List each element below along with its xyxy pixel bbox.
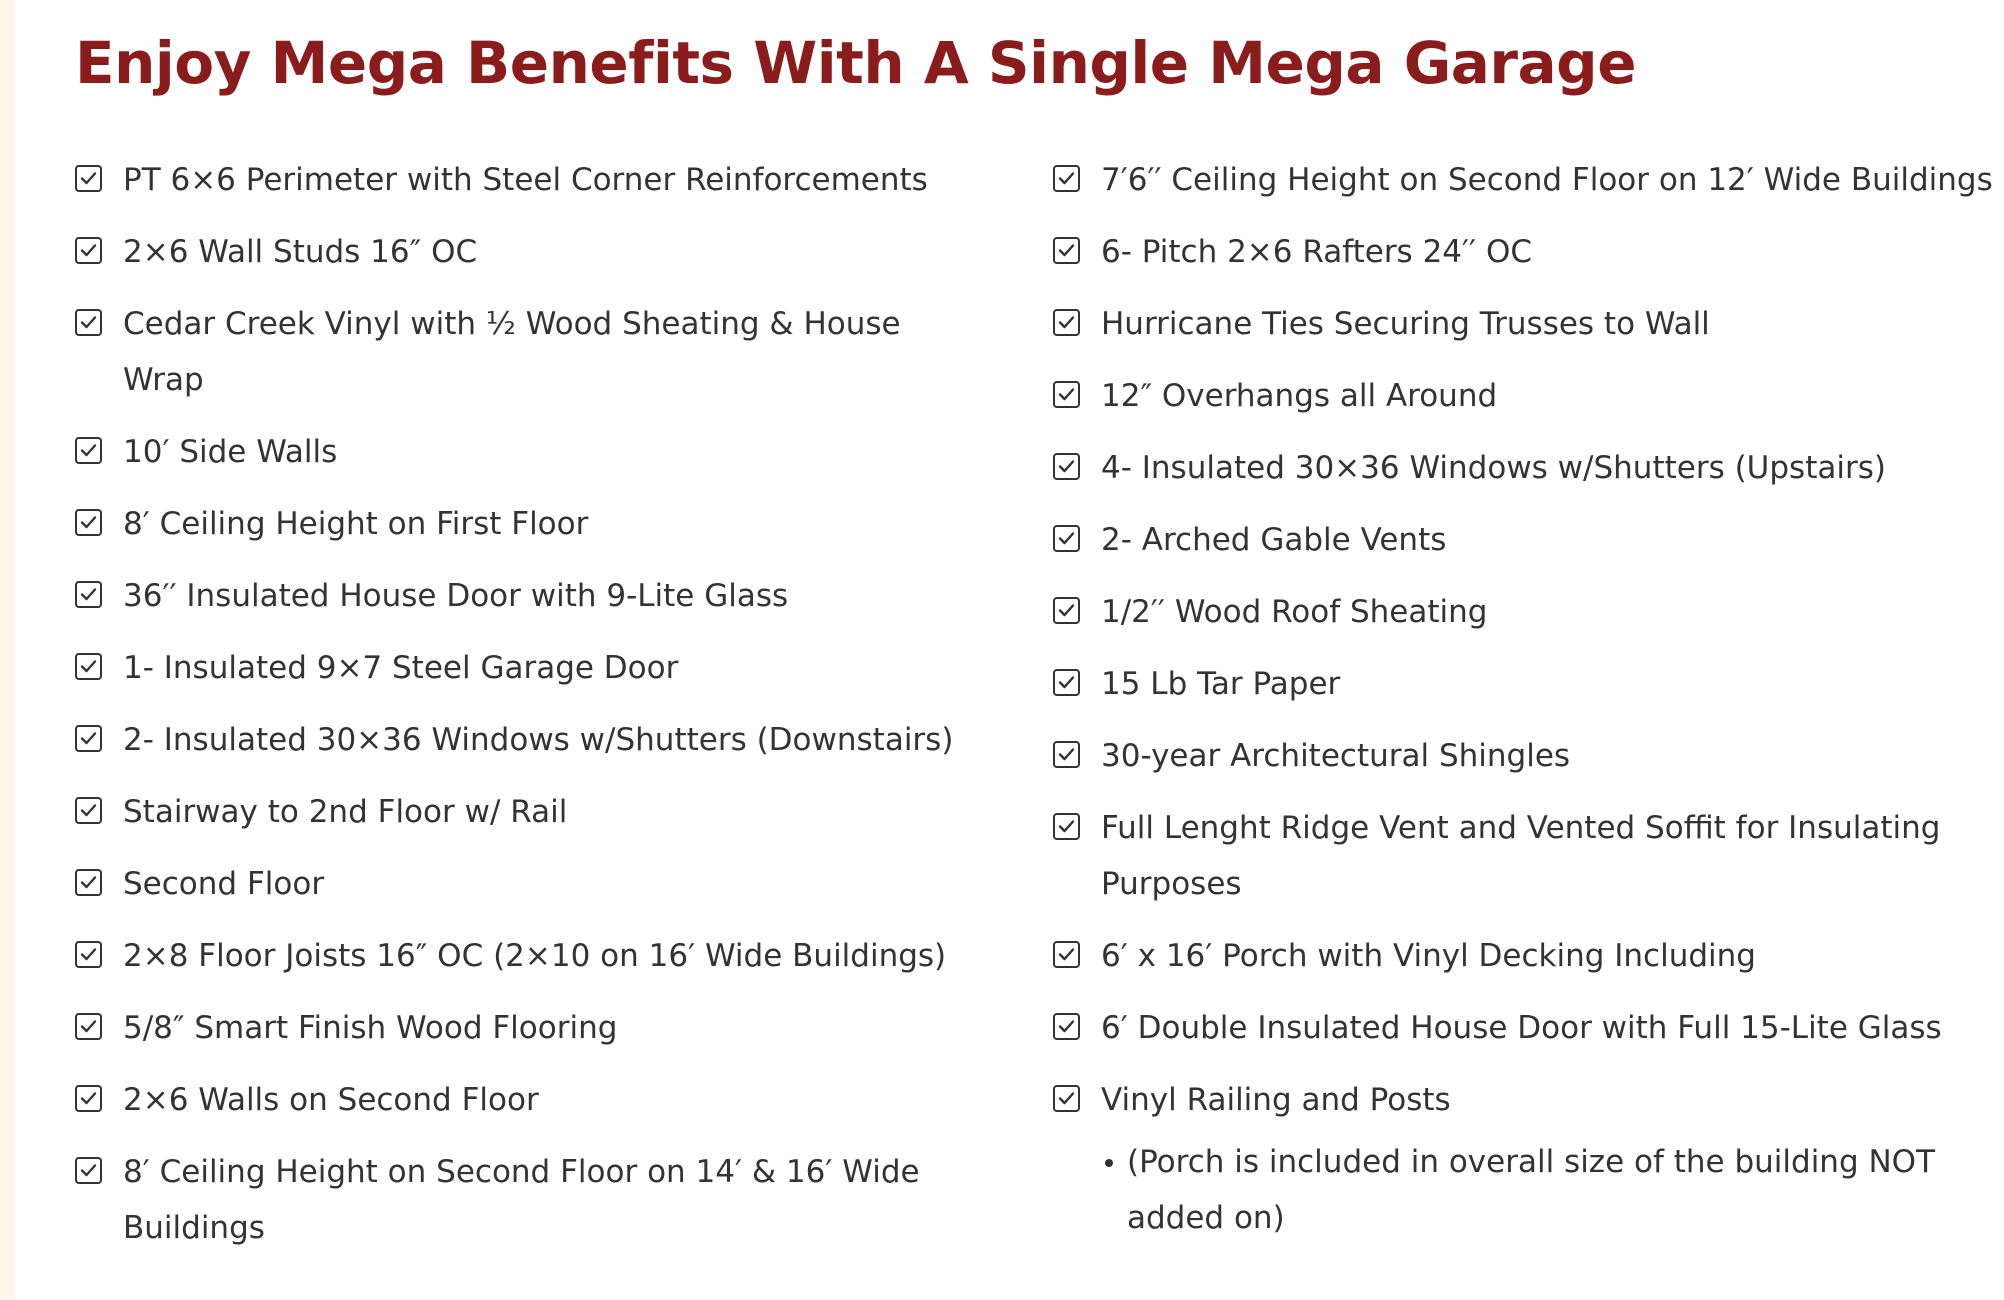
list-item-label: 30-year Architectural Shingles <box>1101 738 1571 774</box>
list-item <box>75 1000 975 1056</box>
checkbox-checked-icon <box>1053 381 1080 408</box>
checkbox-checked-icon <box>1053 741 1080 768</box>
list-item-label: Vinyl Railing and Posts <box>1101 1082 1451 1118</box>
list-item <box>1053 512 1993 568</box>
list-item-label: Second Floor <box>123 866 325 902</box>
page-title: Enjoy Mega Benefits With A Single Mega Garage <box>75 29 1637 97</box>
list-item <box>75 496 975 552</box>
list-item <box>1053 1072 1993 1128</box>
checkbox-checked-icon <box>75 1013 102 1040</box>
checkbox-checked-icon <box>75 1157 102 1184</box>
checkbox-checked-icon <box>1053 525 1080 552</box>
list-item <box>75 1072 975 1128</box>
list-item <box>1053 800 1993 912</box>
list-item-label: 2×6 Walls on Second Floor <box>123 1082 539 1118</box>
list-item-label: 5/8″ Smart Finish Wood Flooring <box>123 1010 618 1046</box>
list-item <box>75 640 975 696</box>
checkbox-checked-icon <box>75 1085 102 1112</box>
checkbox-checked-icon <box>1053 669 1080 696</box>
checkbox-checked-icon <box>1053 165 1080 192</box>
feature-list-left <box>75 152 975 1272</box>
list-item <box>1053 152 1993 208</box>
list-item <box>75 568 975 624</box>
checkbox-checked-icon <box>75 509 102 536</box>
list-item <box>1053 1000 1993 1056</box>
list-item-label: 7′6′′ Ceiling Height on Second Floor on 12′ Wide Buildings <box>1101 162 1993 198</box>
list-item <box>75 1144 975 1256</box>
list-item-label: 1/2′′ Wood Roof Sheating <box>1101 594 1488 630</box>
list-item-label: Cedar Creek Vinyl with ½ Wood Sheating & House Wrap <box>123 306 901 398</box>
list-item-label: 10′ Side Walls <box>123 434 338 470</box>
list-item <box>1053 656 1993 712</box>
checkbox-checked-icon <box>1053 941 1080 968</box>
list-item <box>1053 224 1993 280</box>
list-item <box>1053 296 1993 352</box>
list-item-label: 6′ x 16′ Porch with Vinyl Decking Including <box>1101 938 1756 974</box>
list-item-label: 2- Arched Gable Vents <box>1101 522 1447 558</box>
checkbox-checked-icon <box>1053 597 1080 624</box>
left-page-strip <box>0 0 15 1300</box>
list-item-label: Hurricane Ties Securing Trusses to Wall <box>1101 306 1710 342</box>
list-item <box>75 296 975 408</box>
checkbox-checked-icon <box>1053 1013 1080 1040</box>
checkbox-checked-icon <box>75 869 102 896</box>
list-item-label: 4- Insulated 30×36 Windows w/Shutters (Upstairs) <box>1101 450 1886 486</box>
list-item <box>1053 440 1993 496</box>
list-item <box>75 928 975 984</box>
checkbox-checked-icon <box>75 725 102 752</box>
checkbox-checked-icon <box>1053 237 1080 264</box>
list-item <box>1053 368 1993 424</box>
list-item <box>75 152 975 208</box>
list-item <box>1053 728 1993 784</box>
bullet-dot-icon <box>1105 1159 1113 1167</box>
checkbox-checked-icon <box>75 309 102 336</box>
list-item <box>75 784 975 840</box>
feature-list-right <box>1053 152 1993 1246</box>
list-item-label: 8′ Ceiling Height on First Floor <box>123 506 589 542</box>
checkbox-checked-icon <box>75 237 102 264</box>
list-item <box>75 712 975 768</box>
checkbox-checked-icon <box>75 653 102 680</box>
porch-note <box>1103 1134 1993 1246</box>
list-item-label: 8′ Ceiling Height on Second Floor on 14′ & 16′ Wide Buildings <box>123 1154 920 1246</box>
checkbox-checked-icon <box>1053 453 1080 480</box>
checkbox-checked-icon <box>75 797 102 824</box>
list-item <box>1053 928 1993 984</box>
list-item <box>1053 584 1993 640</box>
list-item-label: 2×8 Floor Joists 16″ OC (2×10 on 16′ Wide Buildings) <box>123 938 947 974</box>
list-item <box>75 424 975 480</box>
checkbox-checked-icon <box>75 581 102 608</box>
checkbox-checked-icon <box>75 941 102 968</box>
list-item-label: 2×6 Wall Studs 16″ OC <box>123 234 478 270</box>
list-item-label: 12″ Overhangs all Around <box>1101 378 1498 414</box>
checkbox-checked-icon <box>1053 813 1080 840</box>
list-item-label: PT 6×6 Perimeter with Steel Corner Reinforcements <box>123 162 928 198</box>
checkbox-checked-icon <box>75 437 102 464</box>
list-item-label: 15 Lb Tar Paper <box>1101 666 1341 702</box>
checkbox-checked-icon <box>1053 1085 1080 1112</box>
list-item-label: 1- Insulated 9×7 Steel Garage Door <box>123 650 679 686</box>
checkbox-checked-icon <box>1053 309 1080 336</box>
list-item-label: 2- Insulated 30×36 Windows w/Shutters (Downstairs) <box>123 722 954 758</box>
list-item-label: 6- Pitch 2×6 Rafters 24′′ OC <box>1101 234 1532 270</box>
list-item-label: Stairway to 2nd Floor w/ Rail <box>123 794 568 830</box>
porch-note-text: (Porch is included in overall size of the building NOT added on) <box>1127 1144 1936 1236</box>
list-item <box>75 224 975 280</box>
list-item <box>75 856 975 912</box>
list-item-label: 6′ Double Insulated House Door with Full 15-Lite Glass <box>1101 1010 1942 1046</box>
list-item-label: Full Lenght Ridge Vent and Vented Soffit for Insulating Purposes <box>1101 810 1941 902</box>
checkbox-checked-icon <box>75 165 102 192</box>
list-item-label: 36′′ Insulated House Door with 9-Lite Glass <box>123 578 789 614</box>
